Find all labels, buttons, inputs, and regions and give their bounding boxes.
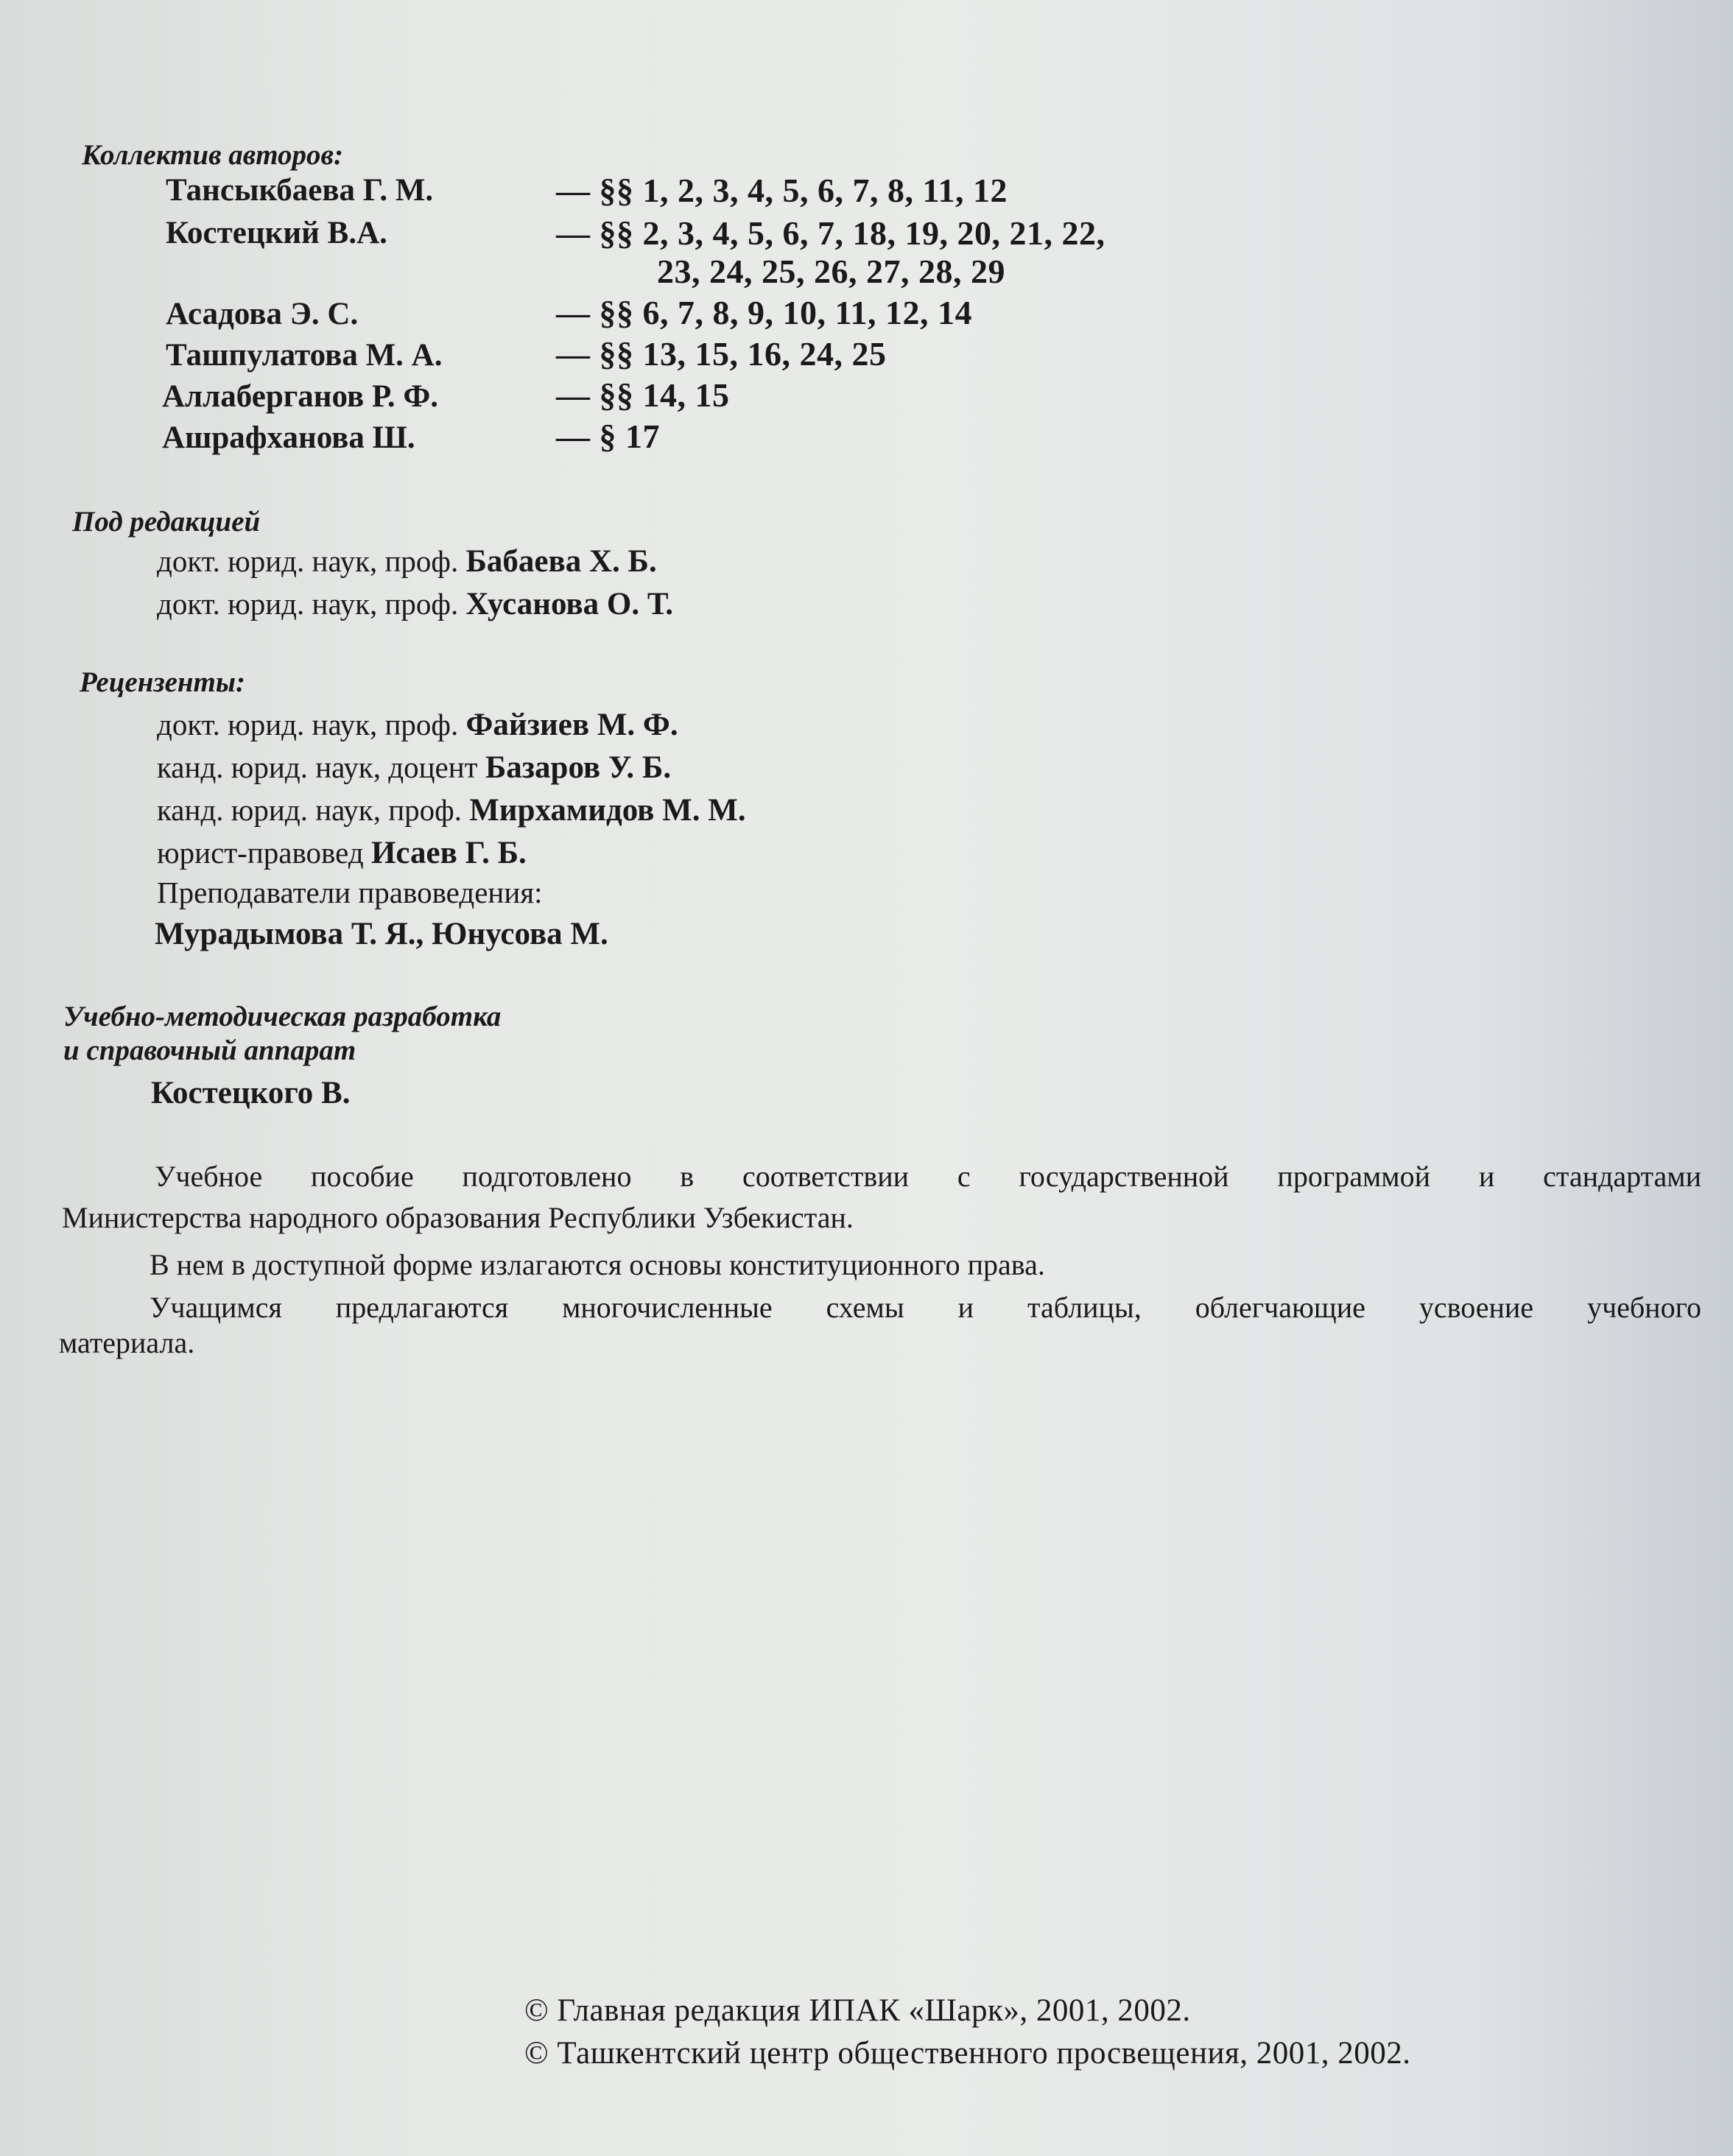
author-sections: — §§ 14, 15 — [556, 376, 730, 414]
reviewers-header: Рецензенты: — [80, 666, 245, 698]
author-name: Ташпулатова М. А. — [166, 338, 443, 373]
reviewer-title: юрист-правовед — [157, 836, 364, 870]
copyright-line2: © Ташкентский центр общественного просвещения, 2001, 2002. — [524, 2036, 1411, 2071]
author-name: Тансыкбаева Г. М. — [166, 173, 434, 208]
author-sections-cont: 23, 24, 25, 26, 27, 28, 29 — [657, 253, 1005, 290]
description-p3-line2: материала. — [59, 1326, 195, 1359]
reviewer-title: докт. юрид. наук, проф. — [157, 708, 459, 741]
reviewer-line — [157, 835, 527, 871]
teachers-names: Мурадымова Т. Я., Юнусова М. — [155, 917, 608, 951]
editor-title: докт. юрид. наук, проф. — [157, 544, 459, 578]
reviewer-title: канд. юрид. наук, проф. — [157, 793, 462, 827]
description-p1-line1: Учебное пособие подготовлено в соответствии с государственной программой и стандартами — [155, 1160, 1701, 1193]
editors-header: Под редакцией — [72, 506, 261, 538]
reviewer-line — [157, 792, 746, 828]
author-sections: — §§ 2, 3, 4, 5, 6, 7, 18, 19, 20, 21, 22, — [556, 214, 1105, 252]
editor-name: Хусанова О. Т. — [465, 587, 673, 621]
editor-title: докт. юрид. наук, проф. — [157, 587, 459, 621]
copyright-line1: © Главная редакция ИПАК «Шарк», 2001, 2002. — [524, 1993, 1191, 2028]
teachers-label: Преподаватели правоведения: — [157, 876, 543, 909]
methodology-author: Костецкого В. — [151, 1076, 351, 1110]
reviewer-name: Исаев Г. Б. — [370, 836, 527, 870]
authors-header: Коллектив авторов: — [82, 139, 343, 171]
author-name: Аллаберганов Р. Ф. — [162, 379, 439, 414]
author-sections: — §§ 1, 2, 3, 4, 5, 6, 7, 8, 11, 12 — [556, 172, 1008, 209]
reviewer-line — [157, 750, 671, 786]
description-p1-line2: Министерства народного образования Республики Узбекистан. — [62, 1201, 854, 1234]
description-p3-line1: Учащимся предлагаются многочисленные схемы и таблицы, облегчающие усвоение учебного — [150, 1291, 1701, 1324]
editor-line — [157, 586, 673, 622]
editor-line — [157, 543, 657, 579]
reviewer-name: Мирхамидов М. М. — [469, 793, 746, 828]
editor-name: Бабаева Х. Б. — [465, 544, 657, 579]
reviewer-name: Файзиев М. Ф. — [465, 708, 678, 742]
reviewer-name: Базаров У. Б. — [485, 750, 672, 785]
methodology-header-line2: и справочный аппарат — [63, 1035, 356, 1066]
methodology-header-line1: Учебно-методическая разработка — [63, 1001, 502, 1032]
reviewer-title: канд. юрид. наук, доцент — [157, 750, 478, 784]
author-sections: — §§ 13, 15, 16, 24, 25 — [556, 335, 887, 373]
author-sections: — § 17 — [556, 418, 660, 455]
author-sections: — §§ 6, 7, 8, 9, 10, 11, 12, 14 — [556, 294, 972, 331]
author-name: Костецкий В.А. — [166, 216, 387, 250]
author-name: Асадова Э. С. — [166, 297, 359, 331]
author-name: Ашрафханова Ш. — [162, 420, 415, 455]
reviewer-line — [157, 707, 678, 743]
description-p2: В нем в доступной форме излагаются основы конституционного права. — [150, 1248, 1045, 1281]
